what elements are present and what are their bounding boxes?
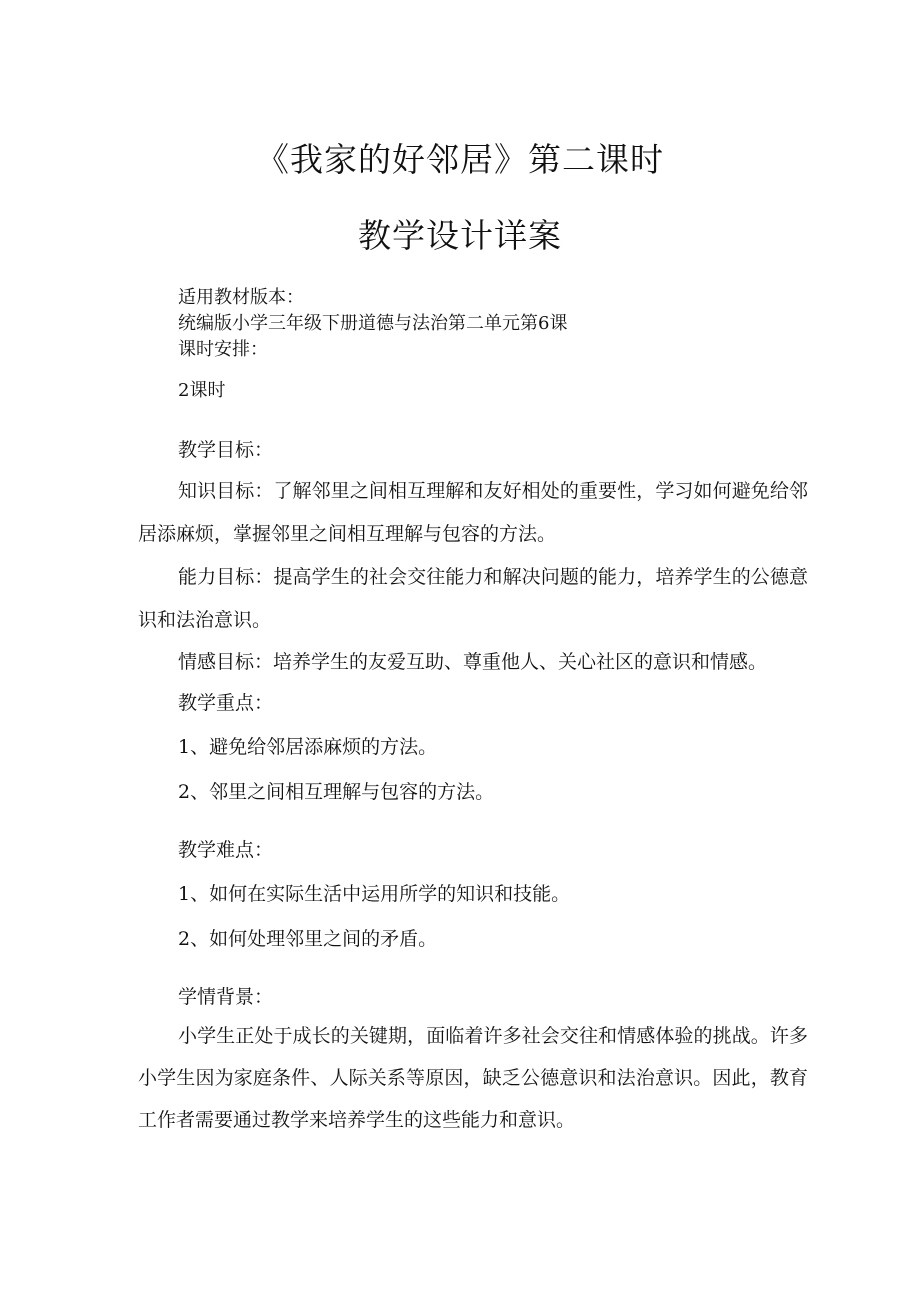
schedule-value: 2课时 [178, 380, 226, 401]
difficulty-2: 2、如何处理邻里之间的矛盾。 [178, 928, 438, 950]
objective-ability: 能力目标：提高学生的社会交往能力和解决问题的能力，培养学生的公德意识和法治意识。 [138, 566, 808, 631]
document-title-line1: 《我家的好邻居》第二课时 [256, 140, 664, 179]
background-heading: 学情背景： [178, 986, 274, 1008]
difficulties-heading: 教学难点： [178, 839, 274, 861]
key-point-1: 1、避免给邻居添麻烦的方法。 [178, 736, 438, 758]
difficulty-1: 1、如何在实际生活中运用所学的知识和技能。 [178, 883, 571, 905]
objectives-heading: 教学目标： [178, 439, 274, 461]
key-points-heading: 教学重点： [178, 692, 274, 714]
textbook-value: 统编版小学三年级下册道德与法治第二单元第6课 [178, 313, 568, 334]
schedule-label: 课时安排： [178, 339, 268, 360]
key-point-2: 2、邻里之间相互理解与包容的方法。 [178, 781, 495, 803]
objective-knowledge: 知识目标：了解邻里之间相互理解和友好相处的重要性，学习如何避免给邻居添麻烦，掌握邻里之间相互理解与包容的方法。 [138, 480, 808, 545]
objective-emotion: 情感目标：培养学生的友爱互助、尊重他人、关心社区的意识和情感。 [178, 651, 768, 673]
textbook-label: 适用教材版本： [178, 287, 304, 308]
document-title-line2: 教学设计详案 [358, 216, 562, 255]
background-text: 小学生正处于成长的关键期，面临着许多社会交往和情感体验的挑战。许多小学生因为家庭条件、人际关系等原因，缺乏公德意识和法治意识。因此，教育工作者需要通过教学来培养学生的这些能力和意识。 [138, 1025, 808, 1131]
